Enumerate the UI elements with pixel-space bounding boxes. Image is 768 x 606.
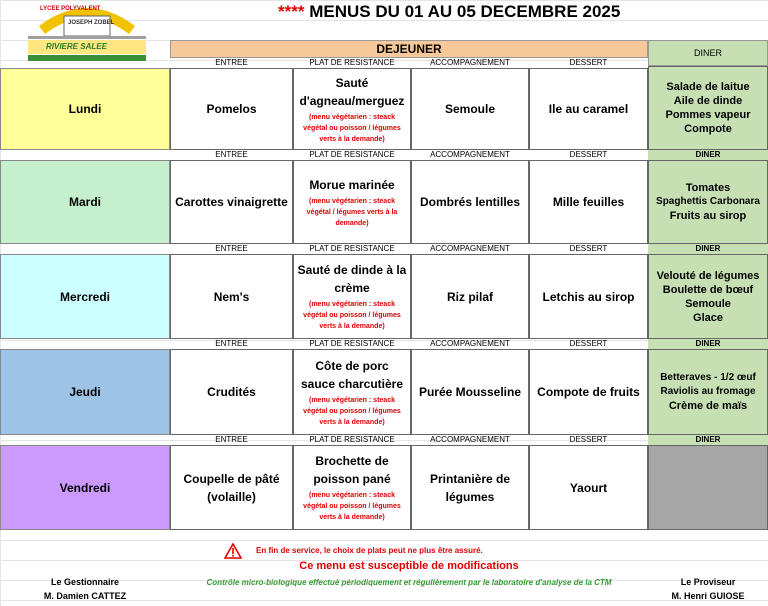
cell-plat	[293, 349, 411, 435]
accomp-text: Purée Mousseline	[418, 385, 522, 399]
warning-icon	[224, 543, 244, 561]
entree-text: Carottes vinaigrette	[175, 195, 288, 209]
dessert-text: Letchis au sirop	[542, 289, 635, 304]
col-head-dessert: DESSERT	[569, 150, 608, 159]
col-head-plat: PLAT DE RESISTANCE	[309, 244, 395, 253]
gestionnaire-title: Le Gestionnaire	[50, 577, 120, 587]
dessert-text: Mille feuilles	[552, 195, 625, 209]
col-head-accomp: ACCOMPAGNEMENT	[430, 244, 510, 253]
entree-text: Nem's	[213, 289, 250, 304]
diner-item: Semoule	[685, 297, 731, 310]
col-head-accomp: ACCOMPAGNEMENT	[430, 435, 510, 444]
cell-entree	[170, 445, 293, 530]
cell-dessert	[529, 445, 648, 530]
diner-cell	[648, 254, 768, 339]
cell-plat	[293, 254, 411, 339]
dejeuner-header: DEJEUNER	[170, 40, 648, 58]
diner-cell	[648, 160, 768, 244]
plat-text: Côte de porc sauce charcutière	[300, 358, 404, 391]
accomp-text: Semoule	[444, 102, 495, 116]
col-head-accomp: ACCOMPAGNEMENT	[430, 150, 510, 159]
cell-plat	[293, 68, 411, 150]
diner-item: Fruits au sirop	[669, 210, 747, 222]
cell-entree	[170, 160, 293, 244]
entree-text: Coupelle de pâté (volaille)	[183, 471, 280, 504]
diner-cell	[648, 349, 768, 435]
cell-accomp	[411, 160, 529, 244]
cell-plat	[293, 160, 411, 244]
diner-item: Pommes vapeur	[665, 109, 751, 121]
dessert-text: Yaourt	[569, 480, 608, 495]
title-stars: ****	[278, 2, 305, 21]
cell-dessert	[529, 254, 648, 339]
col-head-diner: DINER	[648, 339, 768, 349]
diner-item: Compote	[684, 123, 732, 135]
diner-item: Tomates	[685, 182, 731, 194]
col-head-entree: ENTREE	[215, 244, 248, 253]
day-mardi: Mardi	[0, 160, 170, 244]
modifications-notice: Ce menu est susceptible de modifications	[299, 560, 519, 572]
col-head-entree: ENTREE	[215, 58, 248, 67]
diner-header: DINER	[648, 40, 768, 66]
plat-text: Sauté d'agneau/merguez	[299, 75, 405, 108]
col-head-plat: PLAT DE RESISTANCE	[309, 150, 395, 159]
dessert-text: Ile au caramel	[548, 102, 629, 116]
ctm-notice: Contrôle micro-biologique effectué périodiquement et régulièrement par le laboratoire d'analyse de la CTM	[206, 578, 612, 587]
plat-text: Brochette de poisson pané	[313, 454, 391, 486]
day-vendredi: Vendredi	[0, 445, 170, 530]
col-head-diner: DINER	[648, 150, 768, 160]
col-head-dessert: DESSERT	[569, 244, 608, 253]
dessert-text: Compote de fruits	[537, 385, 640, 399]
col-head-dessert: DESSERT	[569, 58, 608, 67]
day-mercredi: Mercredi	[0, 254, 170, 339]
vegetarian-note: (menu végétarien : steack végétal ou poisson / légumes verts à la demande)	[303, 301, 401, 330]
diner-item: Aile de dinde	[673, 95, 743, 107]
proviseur-name: M. Henri GUIOSE	[671, 591, 745, 601]
cell-entree	[170, 68, 293, 150]
col-head-entree: ENTREE	[215, 150, 248, 159]
diner-cell	[648, 66, 768, 150]
vegetarian-note: (menu végétarien : steack végétal ou poisson / légumes verts à la demande)	[303, 492, 401, 521]
logo-top-text: LYCEE POLYVALENT	[40, 6, 101, 12]
diner-item: Raviolis au fromage	[660, 386, 756, 397]
col-head-diner: DINER	[648, 244, 768, 254]
school-logo	[22, 2, 152, 64]
proviseur-title: Le Proviseur	[680, 577, 736, 587]
diner-cell	[648, 445, 768, 530]
cell-accomp	[411, 445, 529, 530]
diner-item: Velouté de légumes	[656, 269, 760, 282]
cell-dessert	[529, 160, 648, 244]
vegetarian-note: (menu végétarien : steack végétal ou poisson / légumes verts à la demande)	[303, 396, 401, 426]
diner-item: Crème de maïs	[668, 400, 748, 412]
cell-accomp	[411, 254, 529, 339]
plat-text: Sauté de dinde à la crème	[297, 263, 407, 295]
vegetarian-note: (menu végétarien : steack végétal ou poisson / légumes verts à la demande)	[303, 113, 401, 143]
plat-text: Morue marinée	[309, 177, 395, 192]
vegetarian-note: (menu végétarien : steack végétal / légumes verts à la demande)	[306, 197, 398, 227]
cell-entree	[170, 254, 293, 339]
day-jeudi: Jeudi	[0, 349, 170, 435]
diner-item: Salade de laitue	[666, 81, 750, 93]
diner-item: Glace	[693, 311, 723, 324]
cell-dessert	[529, 68, 648, 150]
logo-middle-text: JOSEPH ZOBEL	[68, 20, 115, 26]
entree-text: Crudités	[207, 385, 256, 399]
col-head-dessert: DESSERT	[569, 435, 608, 444]
diner-item: Spaghettis Carbonara	[656, 196, 760, 207]
cell-plat	[293, 445, 411, 530]
cell-entree	[170, 349, 293, 435]
title-text: MENUS DU 01 AU 05 DECEMBRE 2025	[309, 2, 621, 21]
diner-item: Boulette de bœuf	[662, 283, 754, 296]
col-head-accomp: ACCOMPAGNEMENT	[430, 58, 510, 67]
col-head-entree: ENTREE	[215, 339, 248, 348]
gestionnaire-name: M. Damien CATTEZ	[43, 591, 127, 601]
col-head-plat: PLAT DE RESISTANCE	[309, 58, 395, 67]
accomp-text: Printanière de légumes	[429, 471, 511, 504]
service-warning: En fin de service, le choix de plats peut ne plus être assuré.	[256, 546, 483, 555]
cell-dessert	[529, 349, 648, 435]
col-head-dessert: DESSERT	[569, 339, 608, 348]
col-head-plat: PLAT DE RESISTANCE	[309, 339, 395, 348]
diner-item: Betteraves - 1/2 œuf	[660, 372, 756, 383]
col-head-plat: PLAT DE RESISTANCE	[309, 435, 395, 444]
col-head-entree: ENTREE	[215, 435, 248, 444]
cell-accomp	[411, 68, 529, 150]
accomp-text: Dombrés lentilles	[419, 195, 521, 209]
col-head-diner: DINER	[648, 435, 768, 445]
col-head-accomp: ACCOMPAGNEMENT	[430, 339, 510, 348]
entree-text: Pomelos	[206, 102, 257, 116]
day-lundi: Lundi	[0, 68, 170, 150]
accomp-text: Riz pilaf	[446, 289, 493, 304]
cell-accomp	[411, 349, 529, 435]
logo-bottom-text: RIVIERE SALEE	[46, 42, 107, 51]
page-title	[170, 2, 768, 28]
